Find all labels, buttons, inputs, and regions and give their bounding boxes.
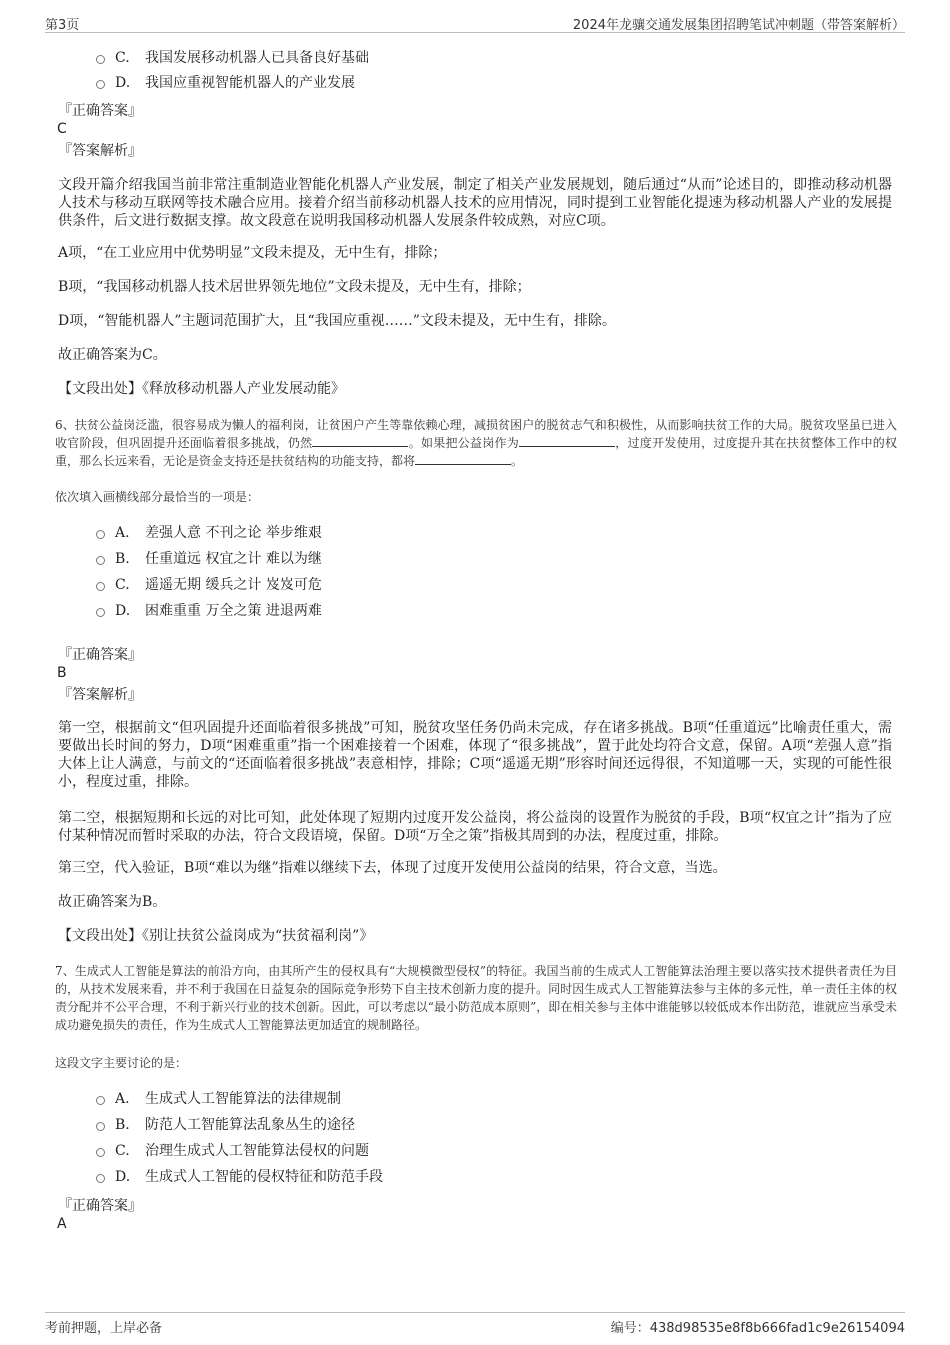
radio-icon[interactable] [96, 582, 105, 591]
option-d[interactable]: D. 生成式人工智能的侵权特征和防范手段 [96, 1167, 383, 1187]
option-b[interactable]: B. 任重道远 权宜之计 难以为继 [96, 549, 322, 569]
analysis-paragraph: 故正确答案为C。 [58, 347, 167, 363]
analysis-label: 『答案解析』 [58, 143, 142, 159]
option-c[interactable]: C. 我国发展移动机器人已具备良好基础 [96, 48, 369, 68]
footer-slogan: 考前押题，上岸必备 [45, 1321, 163, 1336]
radio-icon[interactable] [96, 556, 105, 565]
question-stem: 6、扶贫公益岗泛滥，很容易成为懒人的福利岗，让贫困户产生等靠依赖心理，减损贫困户的脱贫志气和积极性，从而影响扶贫工作的大局。脱贫攻坚虽已进入收官阶段，但巩固提升还面临着很多挑战，仍然 。如果把公益岗作为 ，过度开发使用，过度提升其在扶贫整体工作中的权重，那么长远来看，无论是资金支持还是扶贫结构的功能支持，都将 。 [55, 418, 897, 468]
fill-blank [312, 434, 408, 447]
analysis-paragraph: 第一空，根据前文“但巩固提升还面临着很多挑战”可知，脱贫攻坚任务仍尚未完成，存在诸多挑战。B项“任重道远”比喻责任重大，需要做出长时间的努力，D项“困难重重”指一个困难接着一个困难，体现了“很多挑战”，置于此处均符合文意，保留。A项“差强人意”指大体上让人满意，与前文的“还面临着很多挑战”表意相悖，排除；C项“遥遥无期”形容时间还远得很，不知道哪一天，实现的可能性很小，程度过重，排除。 [58, 720, 892, 790]
radio-icon[interactable] [96, 1174, 105, 1183]
page-header [45, 12, 905, 33]
analysis-label: 『答案解析』 [58, 687, 142, 703]
answer-label: 『正确答案』 [58, 647, 142, 663]
radio-icon[interactable] [96, 530, 105, 539]
radio-icon[interactable] [96, 80, 105, 89]
analysis-paragraph: A项，“在工业应用中优势明显”文段未提及，无中生有，排除； [58, 245, 447, 261]
analysis-paragraph: D项，“智能机器人”主题词范围扩大，且“我国应重视……”文段未提及，无中生有，排除。 [58, 313, 616, 329]
radio-icon[interactable] [96, 1148, 105, 1157]
option-c[interactable]: C. 治理生成式人工智能算法侵权的问题 [96, 1141, 369, 1161]
option-d[interactable]: D. 我国应重视智能机器人的产业发展 [96, 73, 355, 93]
page-number: 第3页 [45, 18, 80, 33]
analysis-paragraph: 故正确答案为B。 [58, 894, 167, 910]
analysis-paragraph: 文段开篇介绍我国当前非常注重制造业智能化机器人产业发展，制定了相关产业发展规划，随后通过“从而”论述目的，即推动移动机器人技术与移动互联网等技术融合应用。接着介绍当前移动机器人技术的应用情况，同时提到工业智能化提速为移动机器人产业的发展提供条件，后文进行数据支撑。故文段意在说明我国移动机器人发展条件较成熟，对应C项。 [58, 177, 892, 229]
analysis-paragraph: 第三空，代入验证，B项“难以为继”指难以继续下去，体现了过度开发使用公益岗的结果，符合文意，当选。 [58, 860, 727, 876]
analysis-paragraph: B项，“我国移动机器人技术居世界领先地位”文段未提及，无中生有，排除； [58, 279, 531, 295]
question-prompt: 这段文字主要讨论的是： [55, 1056, 188, 1070]
question-stem: 7、生成式人工智能是算法的前沿方向，由其所产生的侵权具有“大规模微型侵权”的特征。我国当前的生成式人工智能算法治理主要以落实技术提供者责任为目的，从技术发展来看，并不利于我国在日益复杂的国际竞争形势下自主技术创新力度的提升。同时因生成式人工智能算法参与主体的多元性，单一责任主体的权责分配并不公平合理，不利于新兴行业的技术创新。因此，可以考虑以“最小防范成本原则”，即在相关参与主体中谁能够以较低成本作出防范，谁就应当承受未成功避免损失的责任，作为生成式人工智能算法更加适宜的规制路径。 [55, 964, 897, 1032]
option-c[interactable]: C. 遥遥无期 缓兵之计 岌岌可危 [96, 575, 322, 595]
option-b[interactable]: B. 防范人工智能算法乱象丛生的途径 [96, 1115, 355, 1135]
radio-icon[interactable] [96, 1122, 105, 1131]
answer-value: A [57, 1216, 67, 1232]
fill-blank [519, 434, 615, 447]
answer-label: 『正确答案』 [58, 1198, 142, 1214]
radio-icon[interactable] [96, 55, 105, 64]
analysis-paragraph: 第二空，根据短期和长远的对比可知，此处体现了短期内过度开发公益岗，将公益岗的设置作为脱贫的手段，B项“权宜之计”指为了应付某种情况而暂时采取的办法，符合文段语境，保留。D项“万全之策”指极其周到的办法，程度过重，排除。 [58, 810, 892, 844]
document-title: 2024年龙骧交通发展集团招聘笔试冲刺题（带答案解析） [572, 18, 905, 33]
radio-icon[interactable] [96, 608, 105, 617]
document-id: 编号：438d98535e8f8b666fad1c9e26154094 [610, 1321, 905, 1336]
answer-value: B [57, 665, 67, 681]
page-footer [45, 1312, 905, 1335]
answer-label: 『正确答案』 [58, 103, 142, 119]
radio-icon[interactable] [96, 1096, 105, 1105]
option-a[interactable]: A. 差强人意 不刊之论 举步维艰 [96, 523, 322, 543]
source-citation: 【文段出处】《别让扶贫公益岗成为“扶贫福利岗”》 [58, 928, 374, 944]
answer-value: C [57, 121, 67, 137]
question-prompt: 依次填入画横线部分最恰当的一项是： [55, 490, 260, 504]
option-d[interactable]: D. 困难重重 万全之策 进退两难 [96, 601, 322, 621]
option-a[interactable]: A. 生成式人工智能算法的法律规制 [96, 1089, 341, 1109]
fill-blank [415, 452, 511, 465]
source-citation: 【文段出处】《释放移动机器人产业发展动能》 [58, 381, 345, 397]
